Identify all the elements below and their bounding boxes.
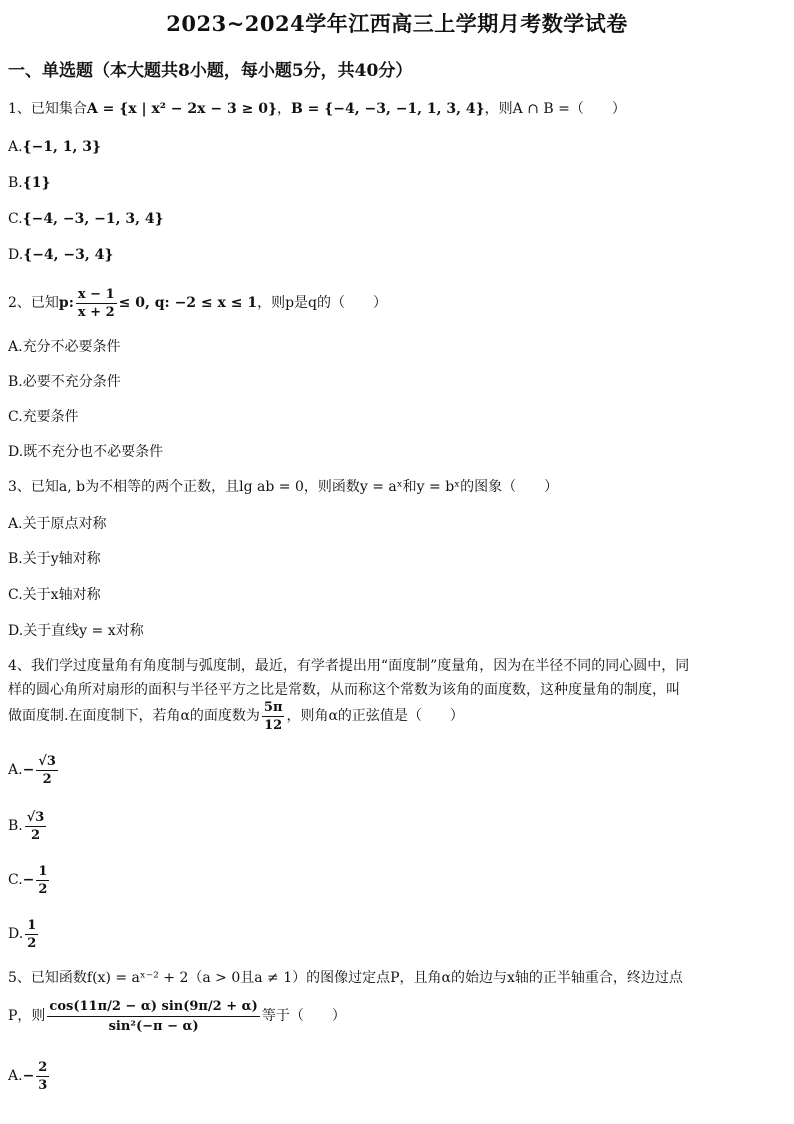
q1-option-a[interactable] (8, 137, 101, 157)
option-fraction (25, 809, 47, 844)
option-fraction (36, 753, 58, 788)
q1-set-b: B = {−4, −3, −1, 1, 3, 4} (290, 101, 485, 117)
question-4-line-3 (8, 696, 464, 736)
option-frac-num: √3 (26, 809, 45, 825)
option-text: 必要不充分条件 (22, 374, 121, 390)
q1-sep: ， (276, 101, 291, 117)
question-5-line-2 (8, 996, 346, 1036)
option-label: B. (8, 818, 23, 834)
q2-fraction (76, 286, 117, 321)
option-text: 既不充分也不必要条件 (23, 444, 164, 460)
q5-fraction (47, 997, 259, 1036)
option-text: 关于y轴对称 (22, 551, 101, 567)
option-text: {−4, −3, −1, 3, 4} (22, 211, 164, 227)
q4-suffix: ，则角α的正弦值是（ ） (286, 708, 464, 724)
q5-prefix: P，则 (8, 1008, 46, 1024)
question-4-line-2: 样的圆心角所对扇形的面积与半径平方之比是常数，从而称这个常数为该角的面度数，这种度量角的制度，叫 (8, 682, 680, 698)
option-text: {−1, 1, 3} (22, 139, 102, 155)
question-3: 3、已知a, b为不相等的两个正数，且lg ab = 0，则函数y = aˣ和y = bˣ的图象（ ） (8, 479, 559, 495)
option-label: A. (8, 1068, 23, 1084)
q4-frac-den: 12 (264, 717, 283, 733)
option-label: A. (8, 139, 23, 155)
option-text: 关于直线y = x对称 (23, 623, 144, 639)
question-4-line-1: 4、我们学过度量角有角度制与弧度制，最近，有学者提出用“面度制”度量角，因为在半径不同的同心圆中，同 (8, 658, 690, 674)
option-label: A. (8, 339, 23, 355)
option-label: B. (8, 374, 23, 390)
option-text: {−4, −3, 4} (23, 247, 114, 263)
option-frac-num: √3 (38, 753, 56, 769)
option-text: 关于x轴对称 (22, 587, 101, 603)
question-1 (8, 99, 626, 119)
option-label: C. (8, 872, 23, 888)
q2-frac-num: x − 1 (77, 286, 115, 302)
q2-option-a[interactable] (8, 337, 121, 357)
q2-p-label: p: (58, 295, 74, 311)
q4-option-a[interactable] (8, 750, 60, 790)
q1-option-d[interactable] (8, 245, 113, 265)
option-label: D. (8, 444, 24, 460)
q3-option-d[interactable] (8, 621, 144, 641)
q2-option-c[interactable] (8, 407, 79, 427)
q1-set-a: A = {x | x² − 2x − 3 ≥ 0} (86, 101, 277, 117)
q1-suffix: ，则A ∩ B =（ ） (484, 101, 626, 117)
option-label: B. (8, 551, 23, 567)
q4-option-c[interactable] (8, 860, 51, 900)
q3-option-c[interactable] (8, 585, 101, 605)
section-heading: 一、单选题（本大题共8小题，每小题5分，共40分） (8, 61, 413, 81)
question-2 (8, 284, 387, 322)
q5-option-a[interactable] (8, 1056, 51, 1096)
q1-option-b[interactable] (8, 173, 51, 193)
q2-suffix: ，则p是q的（ ） (257, 295, 388, 311)
option-frac-num: 2 (38, 1059, 48, 1075)
option-frac-den: 2 (31, 827, 41, 843)
option-label: D. (8, 623, 24, 639)
page-title: 2023~2024学年江西高三上学期月考数学试卷 (166, 11, 628, 36)
q2-prefix: 2、已知 (8, 295, 59, 311)
option-label: D. (8, 247, 24, 263)
option-label: C. (8, 211, 23, 227)
q4-fraction (262, 699, 285, 734)
option-label: D. (8, 926, 24, 942)
q4-prefix: 做面度制.在面度制下，若角α的面度数为 (8, 708, 260, 724)
option-fraction (36, 1059, 49, 1094)
option-sign: − (22, 1068, 35, 1084)
option-text: 充分不必要条件 (22, 339, 121, 355)
q1-option-c[interactable] (8, 209, 164, 229)
q5-suffix: 等于（ ） (261, 1008, 346, 1024)
option-text: 充要条件 (22, 409, 79, 425)
option-text: {1} (22, 175, 51, 191)
option-frac-den: 2 (42, 771, 52, 787)
option-frac-num: 1 (38, 863, 48, 879)
q3-option-a[interactable] (8, 514, 107, 534)
option-fraction (36, 863, 49, 898)
option-frac-den: 2 (27, 935, 37, 951)
q1-prefix: 1、已知集合 (8, 101, 87, 117)
q3-option-b[interactable] (8, 549, 101, 569)
q2-option-b[interactable] (8, 372, 121, 392)
option-fraction (25, 917, 38, 952)
option-sign: − (22, 762, 35, 778)
q4-option-d[interactable] (8, 914, 40, 954)
option-frac-den: 2 (38, 881, 48, 897)
q5-frac-num: cos(11π/2 − α) sin(9π/2 + α) (47, 997, 259, 1017)
option-frac-den: 3 (38, 1077, 48, 1093)
option-label: C. (8, 409, 23, 425)
option-text: 关于原点对称 (22, 516, 107, 532)
option-label: A. (8, 762, 23, 778)
q5-frac-den: sin²(−π − α) (108, 1018, 199, 1034)
option-label: A. (8, 516, 23, 532)
q4-option-b[interactable] (8, 806, 48, 846)
q4-frac-num: 5π (263, 699, 283, 715)
question-5-line-1: 5、已知函数f(x) = aˣ⁻² + 2（a > 0且a ≠ 1）的图像过定点P，且角α的始边与x轴的正半轴重合，终边过点 (8, 970, 683, 986)
q2-frac-den: x + 2 (77, 304, 115, 320)
option-label: B. (8, 175, 23, 191)
option-sign: − (22, 872, 35, 888)
option-frac-num: 1 (27, 917, 37, 933)
q2-option-d[interactable] (8, 442, 163, 462)
option-label: C. (8, 587, 23, 603)
q2-condition: ≤ 0, q: −2 ≤ x ≤ 1 (118, 295, 258, 311)
